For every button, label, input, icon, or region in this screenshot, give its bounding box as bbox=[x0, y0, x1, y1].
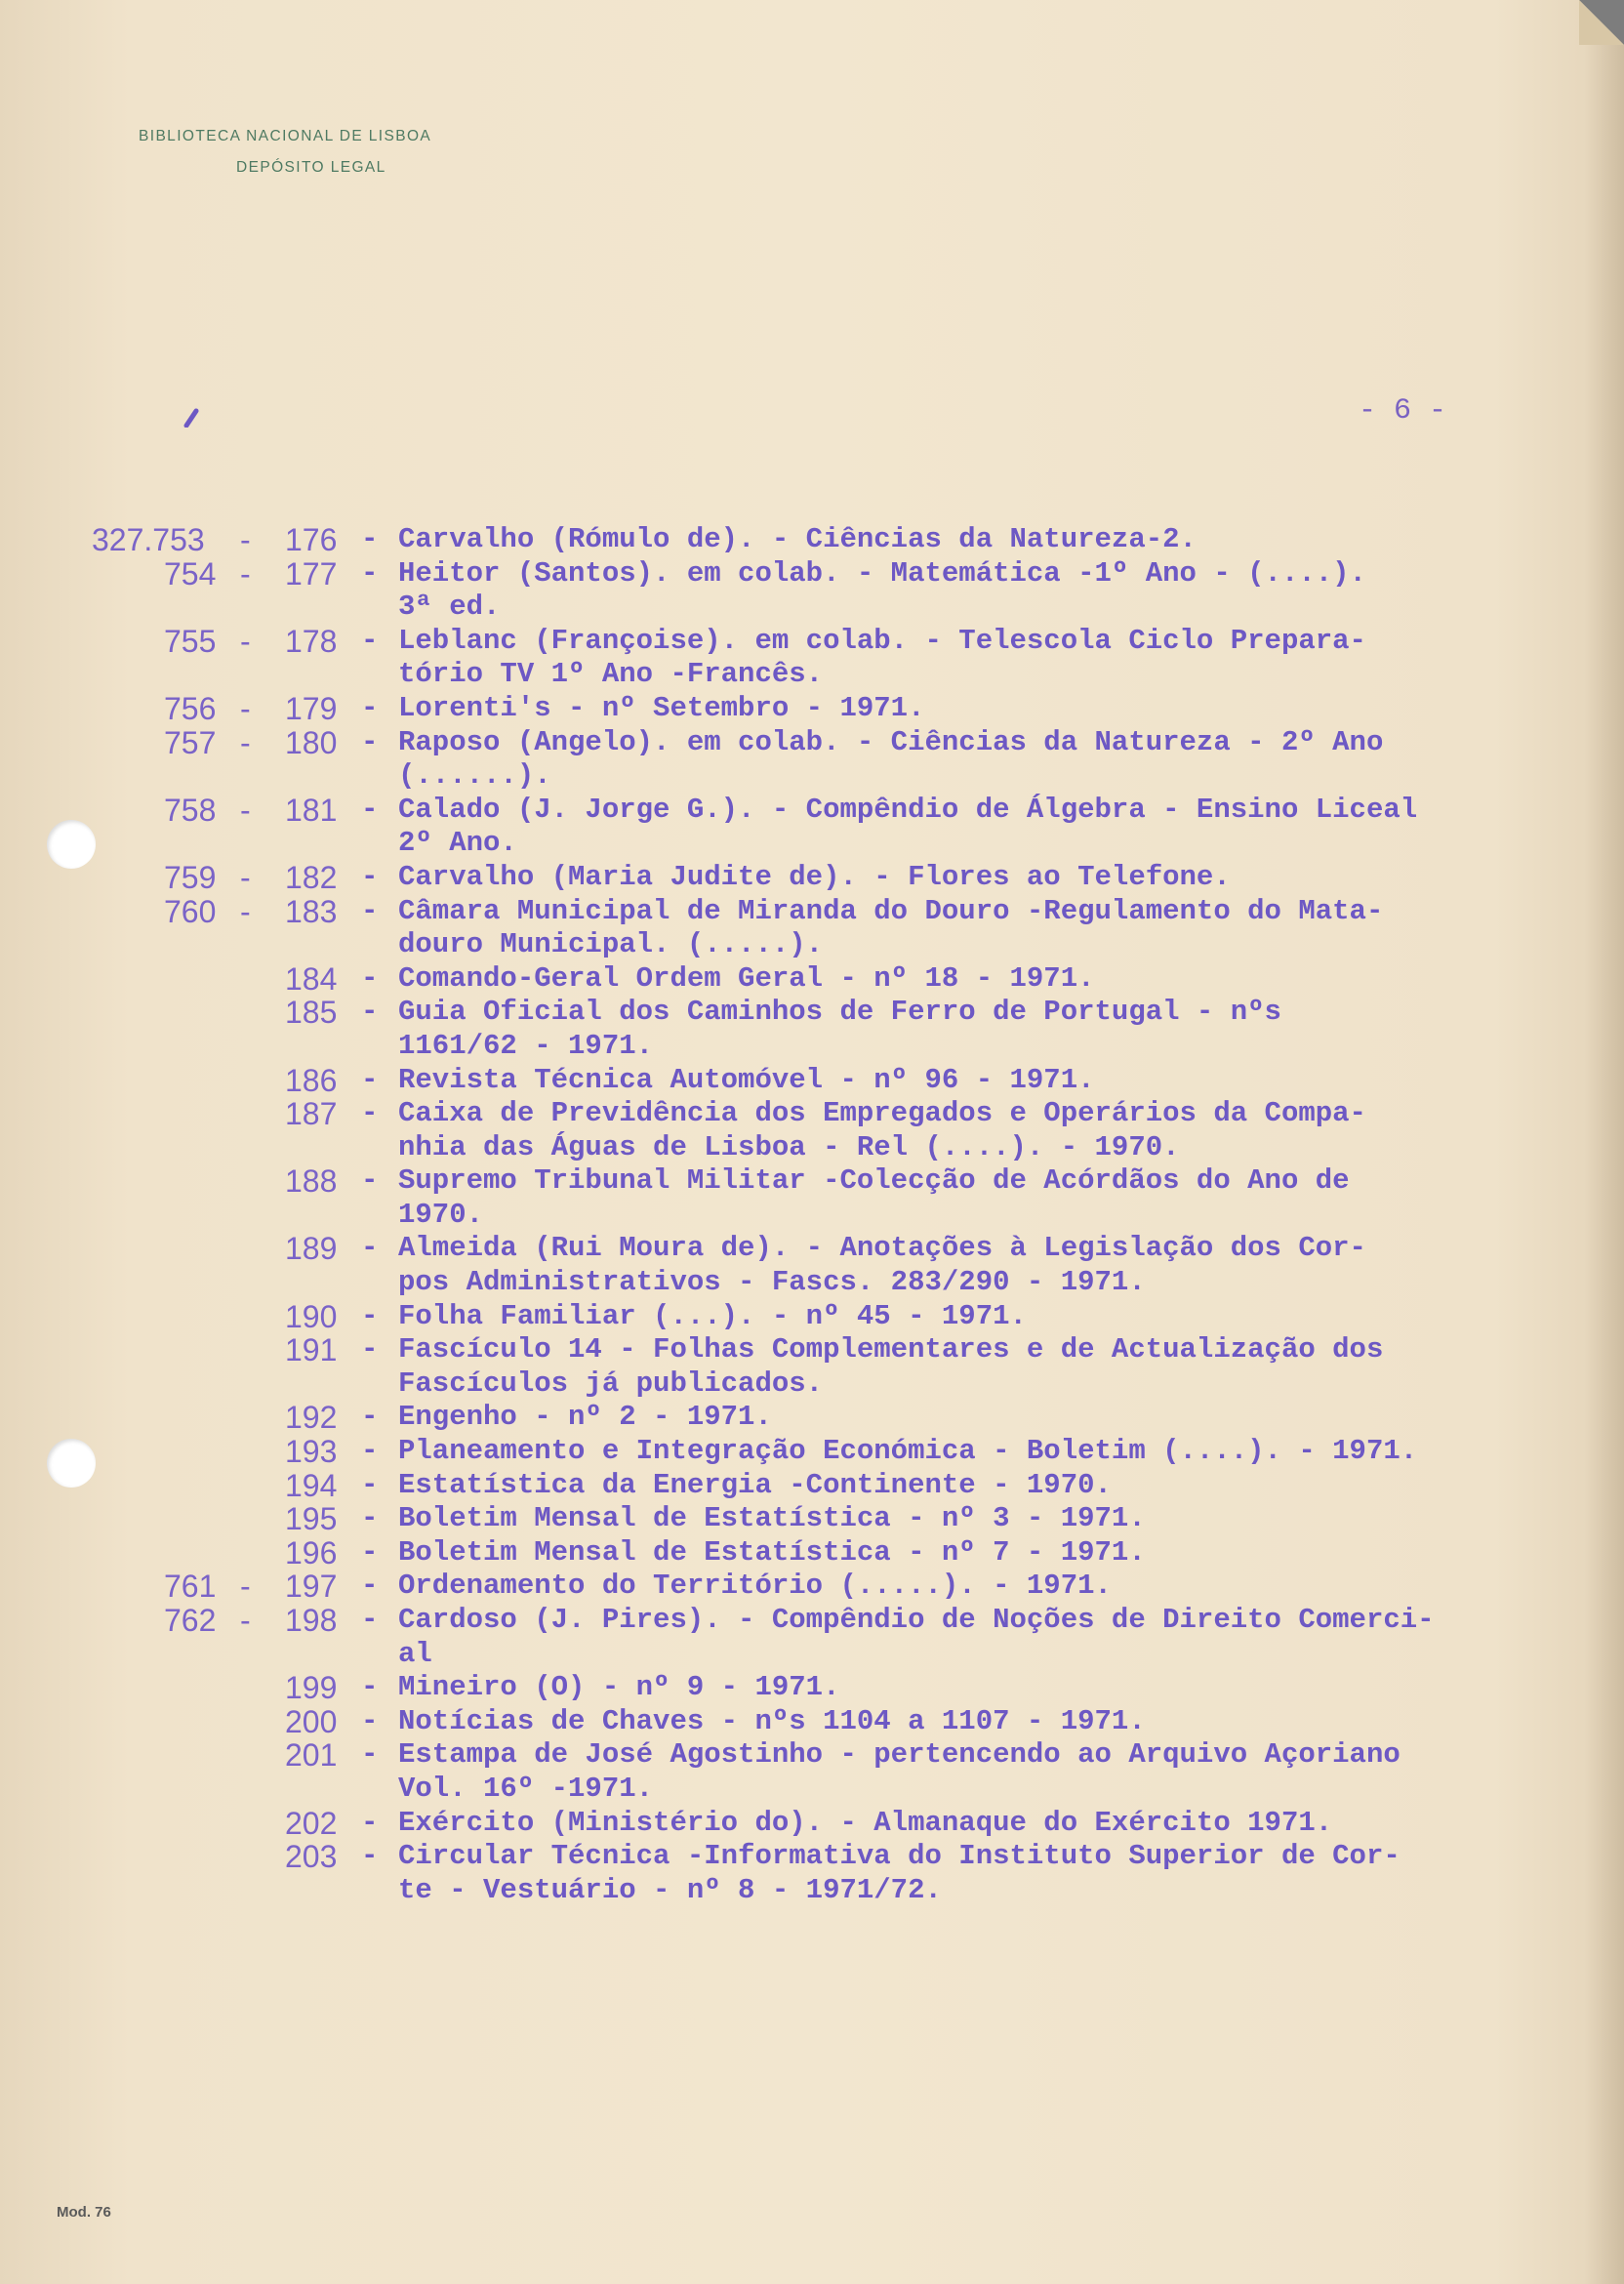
entry-continuation-line bbox=[0, 827, 1624, 861]
entry-text: Revista Técnica Automóvel - nº 96 - 1971. bbox=[398, 1063, 1095, 1096]
entry-line bbox=[0, 1671, 1624, 1705]
entry-text-continued: 1161/62 - 1971. bbox=[398, 1029, 654, 1062]
form-code: Mod. 76 bbox=[57, 2204, 111, 2221]
entry-line bbox=[0, 1840, 1624, 1874]
sequence-number: 188 bbox=[285, 1163, 338, 1200]
separator-dash: - bbox=[361, 691, 379, 724]
entry-text: Planeamento e Integração Económica - Boletim (....). - 1971. bbox=[398, 1435, 1418, 1468]
accession-number: 762 bbox=[164, 1603, 217, 1638]
entry-line bbox=[0, 692, 1624, 726]
entry-text: Calado (J. Jorge G.). - Compêndio de Álgebra - Ensino Liceal bbox=[398, 793, 1418, 826]
entry-line bbox=[0, 1164, 1624, 1199]
entry-line bbox=[0, 1705, 1624, 1739]
entry-text: Guia Oficial dos Caminhos de Ferro de Portugal - nºs bbox=[398, 996, 1281, 1029]
separator-dash: - bbox=[361, 1604, 379, 1636]
sequence-number: 197 bbox=[285, 1569, 338, 1605]
accession-number: 757 bbox=[164, 724, 217, 760]
entry-text: Mineiro (O) - nº 9 - 1971. bbox=[398, 1671, 840, 1704]
entry-continuation-line bbox=[0, 1638, 1624, 1672]
entry-continuation-line bbox=[0, 1199, 1624, 1233]
separator-dash: - bbox=[361, 1806, 379, 1839]
entry-text: Notícias de Chaves - nºs 1104 a 1107 - 1971. bbox=[398, 1704, 1146, 1737]
entry-continuation-line bbox=[0, 928, 1624, 962]
separator-dash: - bbox=[361, 725, 379, 758]
entry-line bbox=[0, 523, 1624, 557]
entry-text: Boletim Mensal de Estatística - nº 3 - 1971. bbox=[398, 1502, 1146, 1535]
sequence-number: 199 bbox=[285, 1670, 338, 1706]
separator-dash: - bbox=[361, 1299, 379, 1332]
entry-text-continued: douro Municipal. (.....). bbox=[398, 928, 824, 961]
sequence-number: 193 bbox=[285, 1434, 338, 1470]
entry-line bbox=[0, 1570, 1624, 1604]
entry-line bbox=[0, 1807, 1624, 1841]
separator-dash: - bbox=[361, 1097, 379, 1130]
sequence-number: 189 bbox=[285, 1231, 338, 1267]
separator-dash: - bbox=[361, 1704, 379, 1737]
entry-text: Caixa de Previdência dos Empregados e Operários da Compa- bbox=[398, 1097, 1366, 1130]
entry-continuation-line bbox=[0, 1874, 1624, 1908]
entry-line bbox=[0, 1401, 1624, 1435]
entry-text-continued: pos Administrativos - Fascs. 283/290 - 1971. bbox=[398, 1266, 1146, 1299]
separator-dash: - bbox=[361, 624, 379, 657]
entry-line bbox=[0, 726, 1624, 760]
sequence-number: 181 bbox=[285, 792, 338, 828]
accession-number: 761 bbox=[164, 1569, 217, 1605]
entry-text: Câmara Municipal de Miranda do Douro -Regulamento do Mata- bbox=[398, 894, 1384, 927]
entry-line bbox=[0, 1604, 1624, 1638]
entry-text: Estampa de José Agostinho - pertencendo ao Arquivo Açoriano bbox=[398, 1738, 1401, 1772]
entry-continuation-line bbox=[0, 658, 1624, 692]
sequence-number: 191 bbox=[285, 1332, 338, 1368]
entry-line bbox=[0, 996, 1624, 1030]
separator-dash: - bbox=[361, 894, 379, 927]
entry-line bbox=[0, 1502, 1624, 1536]
entry-line bbox=[0, 1064, 1624, 1098]
entry-line bbox=[0, 1300, 1624, 1334]
entry-continuation-line bbox=[0, 1367, 1624, 1402]
sequence-number: 201 bbox=[285, 1737, 338, 1774]
entry-continuation-line bbox=[0, 1030, 1624, 1064]
accession-number: 327.753 bbox=[92, 522, 205, 557]
accession-number: 754 bbox=[164, 555, 217, 591]
entry-text-continued: nhia das Águas de Lisboa - Rel (....). - 1970. bbox=[398, 1130, 1180, 1163]
sequence-number: 194 bbox=[285, 1467, 338, 1503]
sequence-number: 195 bbox=[285, 1501, 338, 1537]
entry-text: Raposo (Angelo). em colab. - Ciências da Natureza - 2º Ano bbox=[398, 725, 1384, 758]
entry-continuation-line bbox=[0, 1131, 1624, 1165]
separator-dash: - bbox=[361, 1570, 379, 1603]
entry-line bbox=[0, 1333, 1624, 1367]
entry-line bbox=[0, 625, 1624, 659]
sequence-number: 179 bbox=[285, 690, 338, 726]
accession-number: 755 bbox=[164, 623, 217, 659]
separator-dash: - bbox=[361, 1401, 379, 1434]
entry-text: Folha Familiar (...). - nº 45 - 1971. bbox=[398, 1299, 1027, 1332]
accession-number: 760 bbox=[164, 893, 217, 929]
sequence-number: 184 bbox=[285, 960, 338, 997]
entry-text-continued: 1970. bbox=[398, 1198, 484, 1231]
separator-dash: - bbox=[361, 996, 379, 1029]
entry-text: Comando-Geral Ordem Geral - nº 18 - 1971. bbox=[398, 961, 1095, 995]
entry-text: Boletim Mensal de Estatística - nº 7 - 1971. bbox=[398, 1535, 1146, 1569]
separator-dash: - bbox=[240, 859, 251, 895]
separator-dash: - bbox=[240, 1569, 251, 1605]
sequence-number: 192 bbox=[285, 1400, 338, 1436]
entry-text: Carvalho (Rómulo de). - Ciências da Natureza-2. bbox=[398, 523, 1197, 555]
entry-line bbox=[0, 1435, 1624, 1469]
separator-dash: - bbox=[361, 523, 379, 555]
separator-dash: - bbox=[361, 1232, 379, 1265]
separator-dash: - bbox=[240, 690, 251, 726]
separator-dash: - bbox=[361, 1333, 379, 1366]
entry-text: Estatística da Energia -Continente - 1970. bbox=[398, 1468, 1112, 1501]
entry-continuation-line bbox=[0, 759, 1624, 794]
sequence-number: 182 bbox=[285, 859, 338, 895]
entry-text: Exército (Ministério do). - Almanaque do Exército 1971. bbox=[398, 1806, 1333, 1839]
sequence-number: 196 bbox=[285, 1534, 338, 1570]
separator-dash: - bbox=[361, 860, 379, 893]
separator-dash: - bbox=[240, 893, 251, 929]
entry-text-continued: 3ª ed. bbox=[398, 591, 501, 624]
entry-text-continued: al bbox=[398, 1637, 432, 1670]
entry-text-continued: 2º Ano. bbox=[398, 827, 517, 860]
entry-text: Lorenti's - nº Setembro - 1971. bbox=[398, 691, 925, 724]
entry-continuation-line bbox=[0, 1773, 1624, 1807]
entry-text: Carvalho (Maria Judite de). - Flores ao Telefone. bbox=[398, 860, 1231, 893]
entry-text-continued: Vol. 16º -1971. bbox=[398, 1772, 654, 1805]
pen-mark-icon bbox=[183, 408, 199, 428]
department-name: DEPÓSITO LEGAL bbox=[236, 159, 386, 176]
separator-dash: - bbox=[361, 1435, 379, 1468]
entry-text: Engenho - nº 2 - 1971. bbox=[398, 1401, 772, 1434]
sequence-number: 200 bbox=[285, 1703, 338, 1739]
separator-dash: - bbox=[361, 1738, 379, 1772]
entry-text: Supremo Tribunal Militar -Colecção de Acórdãos do Ano de bbox=[398, 1164, 1350, 1198]
sequence-number: 198 bbox=[285, 1603, 338, 1638]
separator-dash: - bbox=[240, 623, 251, 659]
separator-dash: - bbox=[361, 961, 379, 995]
entry-line bbox=[0, 1536, 1624, 1570]
separator-dash: - bbox=[361, 1671, 379, 1704]
entry-continuation-line bbox=[0, 591, 1624, 625]
entry-text: Circular Técnica -Informativa do Instituto Superior de Cor- bbox=[398, 1840, 1401, 1873]
entry-text: Ordenamento do Território (.....). - 1971. bbox=[398, 1570, 1112, 1603]
entry-text: Heitor (Santos). em colab. - Matemática -1º Ano - (....). bbox=[398, 556, 1366, 590]
sequence-number: 202 bbox=[285, 1805, 338, 1841]
separator-dash: - bbox=[240, 555, 251, 591]
separator-dash: - bbox=[361, 1063, 379, 1096]
separator-dash: - bbox=[361, 1535, 379, 1569]
sequence-number: 203 bbox=[285, 1839, 338, 1875]
entry-text-continued: te - Vestuário - nº 8 - 1971/72. bbox=[398, 1873, 942, 1906]
sequence-number: 183 bbox=[285, 893, 338, 929]
entry-line bbox=[0, 962, 1624, 997]
separator-dash: - bbox=[240, 724, 251, 760]
entry-line bbox=[0, 1232, 1624, 1266]
sequence-number: 180 bbox=[285, 724, 338, 760]
entry-line bbox=[0, 794, 1624, 828]
entry-line bbox=[0, 861, 1624, 895]
institution-name: BIBLIOTECA NACIONAL DE LISBOA bbox=[139, 128, 432, 144]
separator-dash: - bbox=[240, 1603, 251, 1638]
separator-dash: - bbox=[361, 556, 379, 590]
accession-number: 759 bbox=[164, 859, 217, 895]
sequence-number: 177 bbox=[285, 555, 338, 591]
entry-line bbox=[0, 1469, 1624, 1503]
accession-number: 756 bbox=[164, 690, 217, 726]
separator-dash: - bbox=[361, 1164, 379, 1198]
entry-text: Fascículo 14 - Folhas Complementares e de Actualização dos bbox=[398, 1333, 1384, 1366]
page-number: - 6 - bbox=[1359, 394, 1447, 428]
separator-dash: - bbox=[361, 1468, 379, 1501]
separator-dash: - bbox=[361, 1502, 379, 1535]
sequence-number: 190 bbox=[285, 1298, 338, 1334]
entry-text: Leblanc (Françoise). em colab. - Telescola Ciclo Prepara- bbox=[398, 624, 1366, 657]
entry-text: Almeida (Rui Moura de). - Anotações à Legislação dos Cor- bbox=[398, 1232, 1366, 1265]
entry-line bbox=[0, 557, 1624, 591]
sequence-number: 186 bbox=[285, 1062, 338, 1098]
entry-continuation-line bbox=[0, 1266, 1624, 1300]
entry-text-continued: Fascículos já publicados. bbox=[398, 1366, 824, 1400]
separator-dash: - bbox=[240, 792, 251, 828]
entry-text-continued: tório TV 1º Ano -Francês. bbox=[398, 658, 824, 691]
folded-corner-flap bbox=[1579, 0, 1624, 45]
entry-text-continued: (......). bbox=[398, 759, 551, 793]
accession-number: 758 bbox=[164, 792, 217, 828]
register-entries bbox=[0, 523, 1624, 1907]
entry-line bbox=[0, 895, 1624, 929]
sequence-number: 187 bbox=[285, 1096, 338, 1132]
sequence-number: 185 bbox=[285, 995, 338, 1031]
separator-dash: - bbox=[361, 793, 379, 826]
entry-text: Cardoso (J. Pires). - Compêndio de Noções de Direito Comerci- bbox=[398, 1604, 1435, 1636]
sequence-number: 176 bbox=[285, 522, 338, 557]
institution-stamp bbox=[139, 121, 431, 184]
entry-line bbox=[0, 1097, 1624, 1131]
separator-dash: - bbox=[361, 1840, 379, 1873]
entry-line bbox=[0, 1738, 1624, 1773]
separator-dash: - bbox=[240, 522, 251, 557]
sequence-number: 178 bbox=[285, 623, 338, 659]
